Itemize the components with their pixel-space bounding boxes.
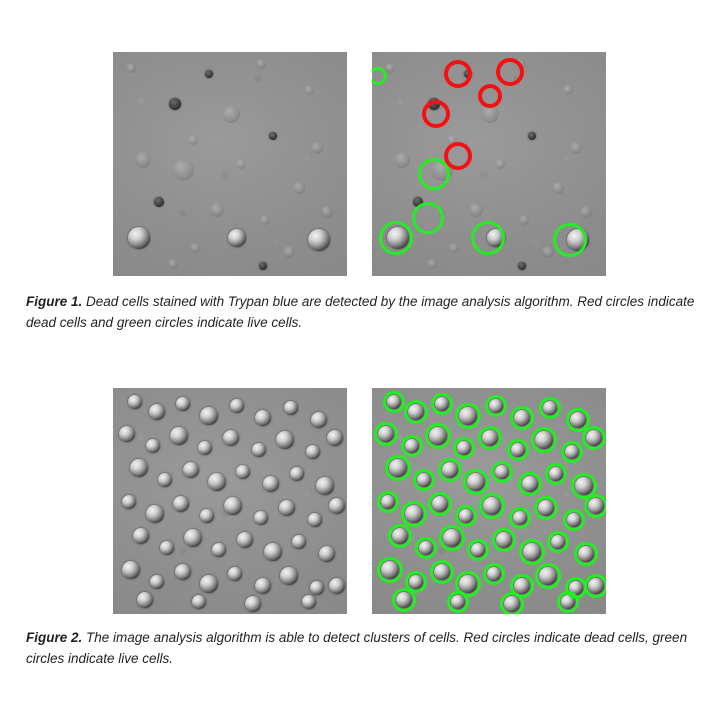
- cell: [394, 152, 410, 168]
- cell: [188, 135, 198, 145]
- live-cell-marker: [379, 221, 413, 255]
- cell: [183, 462, 199, 478]
- live-cell-marker: [584, 574, 606, 598]
- cell: [236, 159, 246, 169]
- cell: [173, 496, 189, 512]
- live-cell-marker: [401, 435, 423, 457]
- cell: [552, 182, 564, 194]
- cell: [259, 262, 267, 270]
- live-cell-marker: [431, 393, 453, 415]
- cell: [150, 575, 164, 589]
- live-cell-marker: [547, 531, 569, 553]
- cell: [279, 500, 295, 516]
- cell: [236, 465, 250, 479]
- cell: [308, 229, 330, 251]
- cell: [133, 528, 149, 544]
- dead-cell-marker: [478, 84, 502, 108]
- live-cell-marker: [430, 560, 454, 584]
- live-cell-marker: [500, 592, 524, 614]
- cell: [135, 152, 151, 168]
- live-cell-marker: [553, 223, 587, 257]
- cell: [126, 63, 136, 73]
- cell: [570, 142, 582, 154]
- cell: [254, 511, 268, 525]
- figure-2-raw-micrograph: [113, 388, 347, 614]
- live-cell-marker: [425, 423, 451, 449]
- cell: [252, 443, 266, 457]
- figure-1-caption: [26, 292, 696, 334]
- live-cell-marker: [455, 403, 481, 429]
- cell: [245, 596, 261, 612]
- live-cell-marker: [412, 202, 444, 234]
- figure-1-label: Figure 1.: [26, 294, 83, 309]
- live-cell-marker: [557, 591, 579, 613]
- live-cell-marker: [509, 507, 531, 529]
- cell: [260, 215, 270, 225]
- dead-cell-marker: [422, 100, 450, 128]
- live-cell-marker: [539, 397, 561, 419]
- cell: [304, 85, 314, 95]
- cell: [228, 229, 246, 247]
- live-cell-marker: [392, 588, 416, 612]
- cell: [237, 532, 253, 548]
- figure-2-label: Figure 2.: [26, 630, 83, 645]
- live-cell-marker: [519, 539, 545, 565]
- cell: [310, 581, 324, 595]
- live-cell-marker: [413, 469, 435, 491]
- live-cell-marker: [388, 524, 412, 548]
- cell: [168, 259, 178, 269]
- live-cell-marker: [374, 422, 398, 446]
- cell: [255, 410, 271, 426]
- cell: [176, 397, 190, 411]
- cell: [192, 595, 206, 609]
- cell: [255, 578, 271, 594]
- live-cell-marker: [483, 563, 505, 585]
- live-cell-marker: [479, 493, 505, 519]
- cell: [154, 197, 164, 207]
- cell: [319, 546, 335, 562]
- live-cell-marker: [518, 472, 542, 496]
- cell: [321, 206, 333, 218]
- cell: [283, 246, 295, 258]
- cell: [311, 412, 327, 428]
- cell: [449, 243, 459, 253]
- cell: [563, 85, 573, 95]
- cell: [280, 567, 298, 585]
- live-cell-marker: [492, 528, 516, 552]
- figure-2: [0, 388, 719, 614]
- cell: [264, 543, 282, 561]
- live-cell-marker: [453, 437, 475, 459]
- live-cell-marker: [491, 461, 513, 483]
- cell: [385, 63, 395, 73]
- cell: [158, 473, 172, 487]
- cell: [542, 246, 554, 258]
- cell: [184, 529, 202, 547]
- cell: [427, 259, 437, 269]
- cell: [172, 159, 194, 181]
- cell: [495, 159, 505, 169]
- cell: [200, 575, 218, 593]
- live-cell-marker: [415, 537, 437, 559]
- live-cell-marker: [478, 426, 502, 450]
- cell: [130, 459, 148, 477]
- cell: [160, 541, 174, 555]
- cell: [263, 476, 279, 492]
- cell: [306, 445, 320, 459]
- cell: [224, 497, 242, 515]
- cell: [119, 426, 135, 442]
- live-cell-marker: [545, 463, 567, 485]
- figure-1-raw-micrograph: [113, 52, 347, 276]
- live-cell-marker: [428, 492, 452, 516]
- cell: [228, 567, 242, 581]
- cell: [316, 477, 334, 495]
- cell: [230, 399, 244, 413]
- cell: [256, 59, 266, 69]
- live-cell-marker: [418, 158, 450, 190]
- cell: [276, 431, 294, 449]
- live-cell-marker: [463, 469, 489, 495]
- live-cell-marker: [574, 542, 598, 566]
- figure-1-caption-text: Dead cells stained with Trypan blue are detected by the image analysis algorithm. Red circles indicate dead cells and green circles indicate live cells.: [26, 294, 695, 330]
- cell: [149, 404, 165, 420]
- figure-1-annotated-micrograph: [372, 52, 606, 276]
- cell: [518, 262, 526, 270]
- cell: [308, 513, 322, 527]
- cell: [198, 441, 212, 455]
- cell: [212, 543, 226, 557]
- cell: [223, 430, 239, 446]
- cell: [528, 132, 536, 140]
- live-cell-marker: [438, 458, 462, 482]
- cell: [327, 430, 343, 446]
- cell: [293, 182, 305, 194]
- live-cell-marker: [582, 426, 606, 450]
- figure-2-image-row: [0, 388, 719, 614]
- cell: [222, 105, 240, 123]
- cell: [200, 407, 218, 425]
- cell: [329, 578, 345, 594]
- cell: [205, 70, 213, 78]
- dead-cell-marker: [444, 60, 472, 88]
- live-cell-marker: [404, 400, 428, 424]
- live-cell-marker: [383, 391, 405, 413]
- cell: [284, 401, 298, 415]
- figure-2-annotated-micrograph: [372, 388, 606, 614]
- cell: [128, 395, 142, 409]
- figure-2-caption-text: The image analysis algorithm is able to detect clusters of cells. Red circles indicate dead cells, green circles indicate live cells.: [26, 630, 688, 666]
- live-cell-marker: [507, 439, 529, 461]
- cell: [137, 592, 153, 608]
- cell: [122, 495, 136, 509]
- cell: [329, 498, 345, 514]
- cell: [200, 509, 214, 523]
- cell: [469, 203, 483, 217]
- live-cell-marker: [401, 501, 427, 527]
- cell: [519, 215, 529, 225]
- cell: [170, 427, 188, 445]
- live-cell-marker: [510, 406, 534, 430]
- cell: [175, 564, 191, 580]
- cell: [292, 535, 306, 549]
- cell: [128, 227, 150, 249]
- live-cell-marker: [377, 557, 403, 583]
- live-cell-marker: [377, 491, 399, 513]
- live-cell-marker: [531, 427, 557, 453]
- live-cell-marker: [563, 509, 585, 531]
- live-cell-marker: [385, 455, 411, 481]
- live-cell-marker: [467, 539, 489, 561]
- live-cell-marker: [447, 591, 469, 613]
- cell: [190, 243, 200, 253]
- dead-cell-marker: [496, 58, 524, 86]
- live-cell-marker: [561, 441, 583, 463]
- cell: [146, 505, 164, 523]
- figure-1: [0, 52, 719, 276]
- cell: [122, 561, 140, 579]
- cell: [580, 206, 592, 218]
- cell: [210, 203, 224, 217]
- live-cell-marker: [439, 525, 465, 551]
- live-cell-marker: [455, 505, 477, 527]
- cell: [169, 98, 181, 110]
- live-cell-marker: [471, 221, 505, 255]
- cell: [302, 595, 316, 609]
- figure-2-caption: [26, 628, 696, 670]
- live-cell-marker: [535, 563, 561, 589]
- cell: [311, 142, 323, 154]
- figure-1-image-row: [0, 52, 719, 276]
- cell: [208, 473, 226, 491]
- cell: [269, 132, 277, 140]
- live-cell-marker: [584, 494, 606, 518]
- cell: [290, 467, 304, 481]
- cell: [146, 439, 160, 453]
- live-cell-marker: [534, 496, 558, 520]
- live-cell-marker: [485, 395, 507, 417]
